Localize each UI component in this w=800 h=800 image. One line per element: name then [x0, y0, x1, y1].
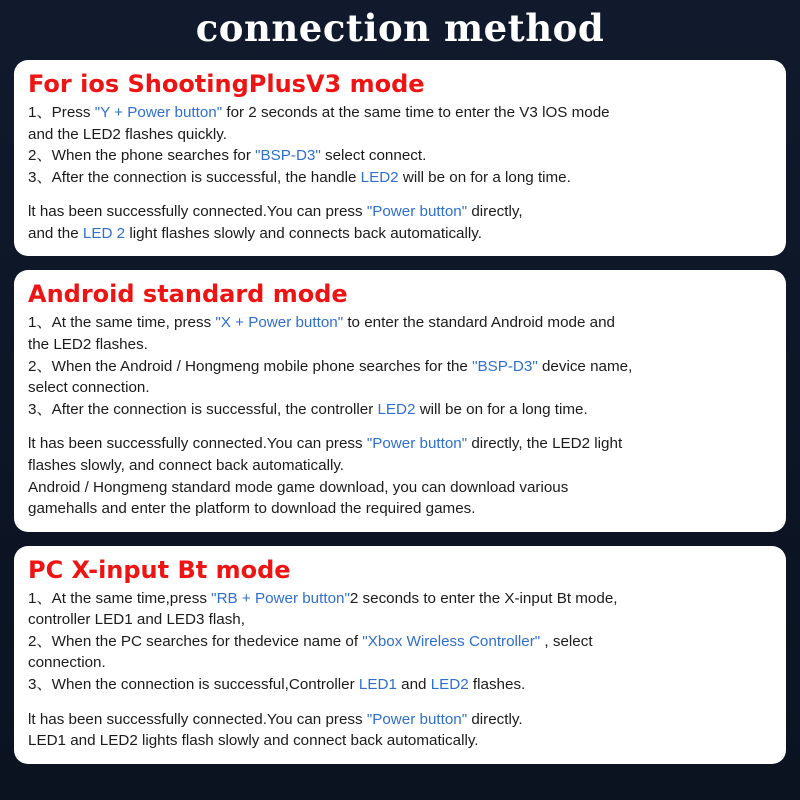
instruction-line	[28, 609, 772, 631]
instruction-line	[28, 498, 772, 520]
highlighted-term: "Power button"	[366, 435, 468, 453]
instruction-text: 2、When the phone searches for	[28, 147, 256, 165]
instruction-line	[28, 477, 772, 499]
instruction-line	[28, 223, 772, 245]
instruction-text: flashes.	[468, 675, 526, 693]
mode-card-heading: PC X-input Bt mode	[28, 555, 291, 584]
highlighted-term: LED 2	[82, 224, 126, 242]
highlighted-term: "RB + Power button"	[211, 589, 350, 607]
page-title: connection method	[195, 6, 605, 50]
highlighted-term: "Power button"	[366, 710, 468, 728]
mode-card-pc	[14, 546, 786, 764]
instruction-line	[28, 102, 772, 124]
mode-card-ios	[14, 60, 786, 256]
highlighted-term: "BSP-D3"	[472, 357, 538, 375]
sections-container	[14, 60, 786, 764]
instruction-text: and	[396, 675, 431, 693]
instruction-text: flashes slowly, and connect back automatically.	[28, 456, 344, 474]
instruction-text: gamehalls and enter the platform to download the required games.	[28, 500, 476, 518]
mode-card-android	[14, 270, 786, 531]
highlighted-term: "Y + Power button"	[94, 104, 223, 121]
instruction-text: select connect.	[320, 147, 427, 165]
instruction-text: LED1 and LED2 lights flash slowly and connect back automatically.	[28, 732, 479, 750]
instruction-line	[28, 588, 772, 610]
mode-card-body	[28, 588, 772, 752]
instruction-text: 1、At the same time,press	[28, 589, 212, 607]
instruction-text: and the LED2 flashes quickly.	[28, 125, 227, 143]
highlighted-term: LED2	[360, 168, 399, 186]
mode-card-body	[28, 102, 772, 244]
instruction-text: 1、Press	[28, 104, 95, 121]
instruction-line	[28, 334, 772, 356]
instruction-line	[28, 652, 772, 674]
instruction-line	[28, 730, 772, 752]
instruction-line	[28, 312, 772, 334]
instruction-text: and the	[28, 224, 83, 242]
instruction-text: light flashes slowly and connects back automatically.	[125, 224, 482, 242]
mode-card-heading: For ios ShootingPlusV3 mode	[28, 70, 425, 98]
highlighted-term: "X + Power button"	[215, 314, 344, 332]
instruction-text: for 2 seconds at the same time to enter the V3 lOS mode	[222, 104, 610, 121]
instruction-text: connection.	[28, 654, 106, 672]
instruction-line	[28, 399, 772, 421]
instruction-text: lt has been successfully connected.You can press	[28, 710, 367, 728]
highlighted-term: LED1	[358, 675, 397, 693]
instruction-text: 3、After the connection is successful, the controller	[28, 400, 378, 418]
instruction-text: 3、After the connection is successful, the handle	[28, 168, 361, 186]
mode-card-heading: Android standard mode	[28, 280, 348, 309]
instruction-text: directly,	[467, 203, 523, 221]
highlighted-term: "Power button"	[366, 203, 468, 221]
instruction-text: controller LED1 and LED3 flash,	[28, 611, 245, 629]
instruction-text: device name,	[537, 357, 633, 375]
highlighted-term: LED2	[430, 675, 469, 693]
instruction-text: will be on for a long time.	[415, 400, 588, 418]
instruction-text: directly.	[467, 710, 523, 728]
instruction-line	[28, 433, 772, 455]
highlighted-term: LED2	[377, 400, 416, 418]
instruction-line	[28, 377, 772, 399]
instruction-text: to enter the standard Android mode and	[343, 314, 615, 332]
instruction-text: 3、When the connection is successful,Controller	[28, 675, 359, 693]
instruction-text: 2、When the PC searches for thedevice name of	[28, 632, 363, 650]
instruction-text: directly, the LED2 light	[467, 435, 623, 453]
instruction-text: , select	[540, 632, 593, 650]
instruction-line	[28, 201, 772, 223]
instruction-text: 1、At the same time, press	[28, 314, 216, 332]
instruction-text: will be on for a long time.	[398, 168, 571, 186]
instruction-line	[28, 674, 772, 696]
instruction-text: Android / Hongmeng standard mode game download, you can download various	[28, 478, 569, 496]
instruction-text: the LED2 flashes.	[28, 336, 148, 354]
instruction-line	[28, 455, 772, 477]
instruction-text: lt has been successfully connected.You can press	[28, 435, 367, 453]
instruction-line	[28, 167, 772, 189]
instruction-line	[28, 356, 772, 378]
highlighted-term: "Xbox Wireless Controller"	[362, 632, 541, 650]
mode-card-body	[28, 312, 772, 519]
highlighted-term: "BSP-D3"	[255, 147, 321, 165]
instruction-text: select connection.	[28, 379, 150, 397]
instruction-text: lt has been successfully connected.You can press	[28, 203, 367, 221]
instruction-line	[28, 631, 772, 653]
instruction-line	[28, 709, 772, 731]
instruction-text: 2、When the Android / Hongmeng mobile phone searches for the	[28, 357, 473, 375]
instruction-text: 2 seconds to enter the X-input Bt mode,	[349, 589, 618, 607]
instruction-line	[28, 145, 772, 167]
instruction-line	[28, 124, 772, 146]
